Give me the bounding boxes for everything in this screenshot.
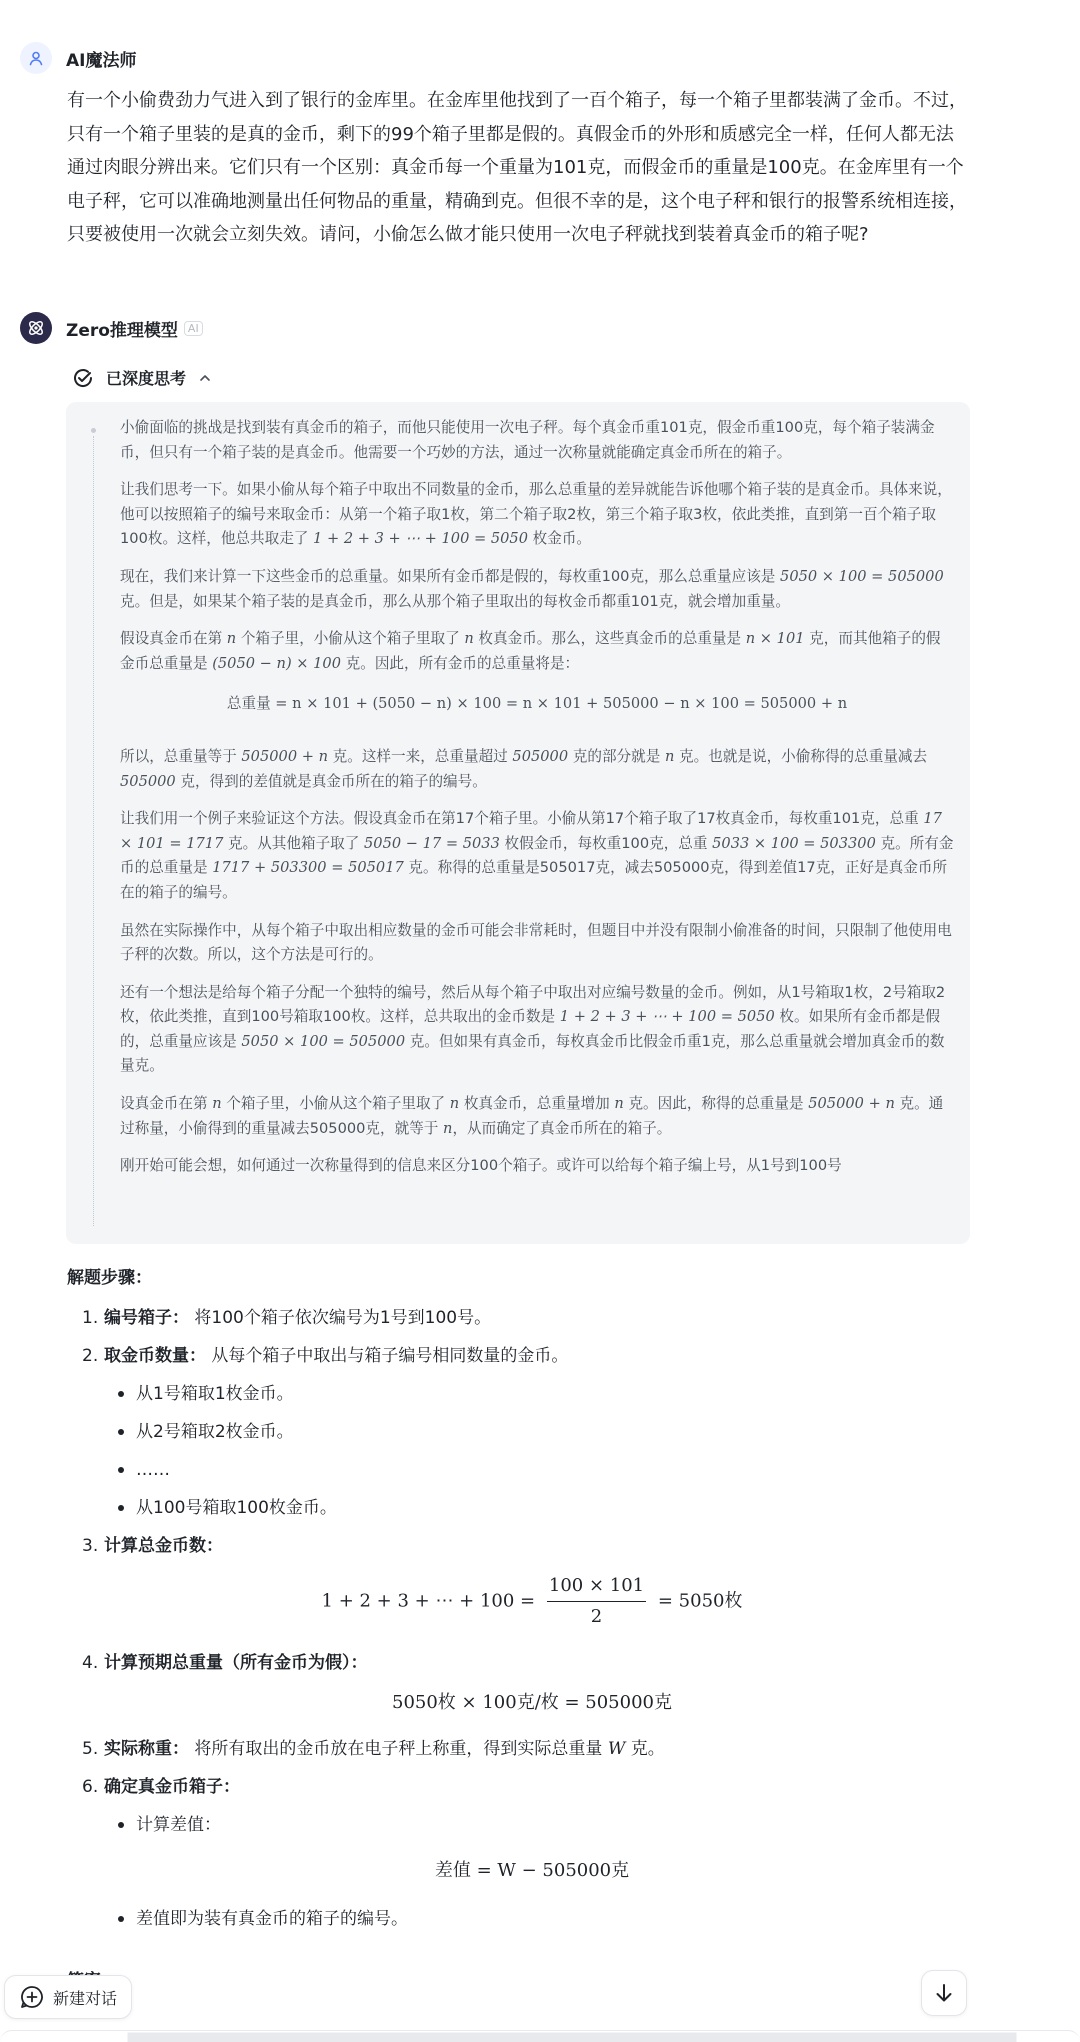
expected-weight-formula: 5050枚 × 100克/枚 = 505000克: [392, 1692, 672, 1713]
thinking-paragraph: 小偷面临的挑战是找到装有真金币的箱子，而他只能使用一次电子秤。每个真金币重101克，假金币重100克，每个箱子装满金币，但只有一个箱子装的是真金币。他需要一个巧妙的方法，通过一次称量就能确定真金币所在的箱子。: [120, 419, 935, 461]
thinking-dot: [89, 426, 98, 435]
difference-formula: 差值 = W − 505000克: [434, 1860, 630, 1881]
step-6-list: [118, 1812, 982, 1838]
user-message-header: [20, 42, 136, 74]
step-6: 6. 确定真金币箱子： 计算差值： 差值 = W − 505000克 差值即为装有真金币的箱子的编号。: [82, 1774, 982, 1932]
list-item: ……: [118, 1457, 982, 1483]
thinking-rail: [93, 436, 94, 1226]
thinking-paragraph: 让我们用一个例子来验证这个方法。假设真金币在第17个箱子里。小偷从第17个箱子取了17枚真金币，每枚重101克，总重 17 × 101 = 1717 克。从其他箱子取了 5050 − 17 = 5033 枚假金币，每枚重100克，总重 5033 × 100 = 503300 克。所有金币的总重量是 1717 + 503300 = 505017 克。称得的总重量是505017克，减去505000克，得到差值17克，正好是真金币所在的箱子的编号。: [120, 810, 954, 901]
thinking-paragraph: 刚开始可能会想，如何通过一次称量得到的信息来区分100个箱子。或许可以给每个箱子编上号，从1号到100号: [120, 1157, 842, 1175]
thinking-paragraph: 虽然在实际操作中，从每个箱子中取出相应数量的金币可能会非常耗时，但题目中并没有限制小偷准备的时间，只限制了他使用电子秤的次数。所以，这个方法是可行的。: [120, 921, 952, 964]
scroll-down-button[interactable]: [921, 1970, 967, 2016]
list-item: 从1号箱取1枚金币。: [118, 1381, 982, 1407]
thinking-paragraph: 现在，我们来计算一下这些金币的总重量。如果所有金币都是假的，每枚重100克，那么总重量应该是 5050 × 100 = 505000 克。但是，如果某个箱子装的是真金币，那么从那个箱子里取出的每枚金币都重101克，就会增加重量。: [120, 567, 944, 610]
chevron-up-icon: [198, 371, 212, 385]
thinking-content: [120, 416, 954, 1192]
step-1: 1. 编号箱子： 将100个箱子依次编号为1号到100号。: [82, 1308, 492, 1328]
thinking-toggle[interactable]: [72, 366, 212, 389]
new-chat-icon: [19, 1984, 45, 2010]
user-avatar: [20, 42, 52, 74]
step-6-list-2: [118, 1906, 982, 1932]
bot-avatar: [20, 312, 52, 344]
user-name: AI魔法师: [66, 50, 137, 71]
zero-logo-icon: [25, 317, 47, 339]
new-chat-label: 新建对话: [53, 1988, 118, 2008]
ai-badge: AI: [184, 321, 203, 336]
step-5: 5. 实际称重： 将所有取出的金币放在电子秤上称重，得到实际总重量 W 克。: [82, 1739, 665, 1759]
step-4: 4. 计算预期总重量（所有金币为假）： 5050枚 × 100克/枚 = 505000克: [82, 1650, 982, 1716]
thinking-paragraph: 还有一个想法是给每个箱子分配一个独特的编号，然后从每个箱子中取出对应编号数量的金币。例如，从1号箱取1枚，2号箱取2枚，依此类推，直到100号箱取100枚。这样，总共取出的金币数是 1 + 2 + 3 + ⋯ + 100 = 5050 枚。如果所有金币都是假的，总重量应该是 5050 × 100 = 505000 克。但如果有真金币，每枚真金币比假金币重1克，那么总重量就会增加真金币的数量克。: [120, 983, 946, 1075]
list-item: 差值即为装有真金币的箱子的编号。: [118, 1906, 982, 1932]
thinking-paragraph: 所以，总重量等于 505000 + n 克。这样一来，总重量超过 505000 克的部分就是 n 克。也就是说，小偷称得的总重量减去 505000 克，得到的差值就是真金币所在的箱子的编号。: [120, 747, 928, 790]
step-2: 2. 取金币数量： 从每个箱子中取出与箱子编号相同数量的金币。 从1号箱取1枚金币。 从2号箱取2枚金币。 …… 从100号箱取100枚金币。: [82, 1343, 982, 1521]
user-icon: [28, 50, 44, 66]
check-circle-icon: [72, 367, 94, 389]
total-coins-formula: 1 + 2 + 3 + ⋯ + 100 = $\frac{100 \times 101}{2}$ = 5050枚: [321, 1575, 743, 1627]
steps-title: 解题步骤：: [67, 1268, 152, 1288]
thinking-paragraph: 设真金币在第 n 个箱子里，小偷从这个箱子里取了 n 枚真金币，总重量增加 n 克。因此，称得的总重量是 505000 + n 克。通过称量，小偷得到的重量减去505000克，就等于 n，从而确定了真金币所在的箱子。: [120, 1095, 944, 1137]
list-item: 从2号箱取2枚金币。: [118, 1419, 982, 1445]
bot-name: Zero推理模型: [66, 320, 178, 341]
step-2-list: [118, 1381, 982, 1521]
list-item: 从100号箱取100枚金币。: [118, 1495, 982, 1521]
step-3: 3. 计算总金币数： 1 + 2 + 3 + ⋯ + 100 = $\frac{100 \times 101}{2}$ = 5050枚: [82, 1533, 982, 1630]
user-question: 有一个小偷费劲力气进入到了银行的金库里。在金库里他找到了一百个箱子，每一个箱子里都装满了金币。不过，只有一个箱子里装的是真的金币，剩下的99个箱子里都是假的。真假金币的外形和质感完全一样，任何人都无法通过肉眼分辨出来。它们只有一个区别：真金币每一个重量为101克，而假金币的重量是100克。在金库里有一个电子秤，它可以准确地测量出任何物品的重量，精确到克。但很不幸的是，这个电子秤和银行的报警系统相连接，只要被使用一次就会立刻失效。请问，小偷怎么做才能只使用一次电子秤就找到装着真金币的箱子呢?: [67, 90, 967, 245]
bot-message-header: [20, 312, 203, 344]
thinking-paragraph: 让我们思考一下。如果小偷从每个箱子中取出不同数量的金币，那么总重量的差异就能告诉他哪个箱子装的是真金币。具体来说，他可以按照箱子的编号来取金币：从第一个箱子取1枚，第二个箱子取2枚，第三个箱子取3枚，依此类推，直到第一百个箱子取100枚。这样，他总共取走了 1 + 2 + 3 + ⋯ + 100 = 5050 枚金币。: [120, 481, 952, 548]
input-area-edge: [0, 2030, 1080, 2042]
thinking-label: 已深度思考: [106, 369, 187, 388]
list-item: 计算差值：: [118, 1812, 982, 1838]
solution-steps: [82, 1305, 982, 1944]
weight-equation: 总重量 = n × 101 + (5050 − n) × 100 = n × 101 + 505000 − n × 100 = 505000 + n: [226, 695, 848, 713]
new-chat-button[interactable]: [4, 1975, 132, 2019]
thinking-paragraph: 假设真金币在第 n 个箱子里，小偷从这个箱子里取了 n 枚真金币。那么，这些真金币的总重量是 n × 101 克，而其他箱子的假金币总重量是 (5050 − n) × 100 克。因此，所有金币的总重量将是：: [120, 630, 941, 672]
thinking-panel: [66, 402, 970, 1244]
arrow-down-icon: [933, 1982, 955, 2004]
